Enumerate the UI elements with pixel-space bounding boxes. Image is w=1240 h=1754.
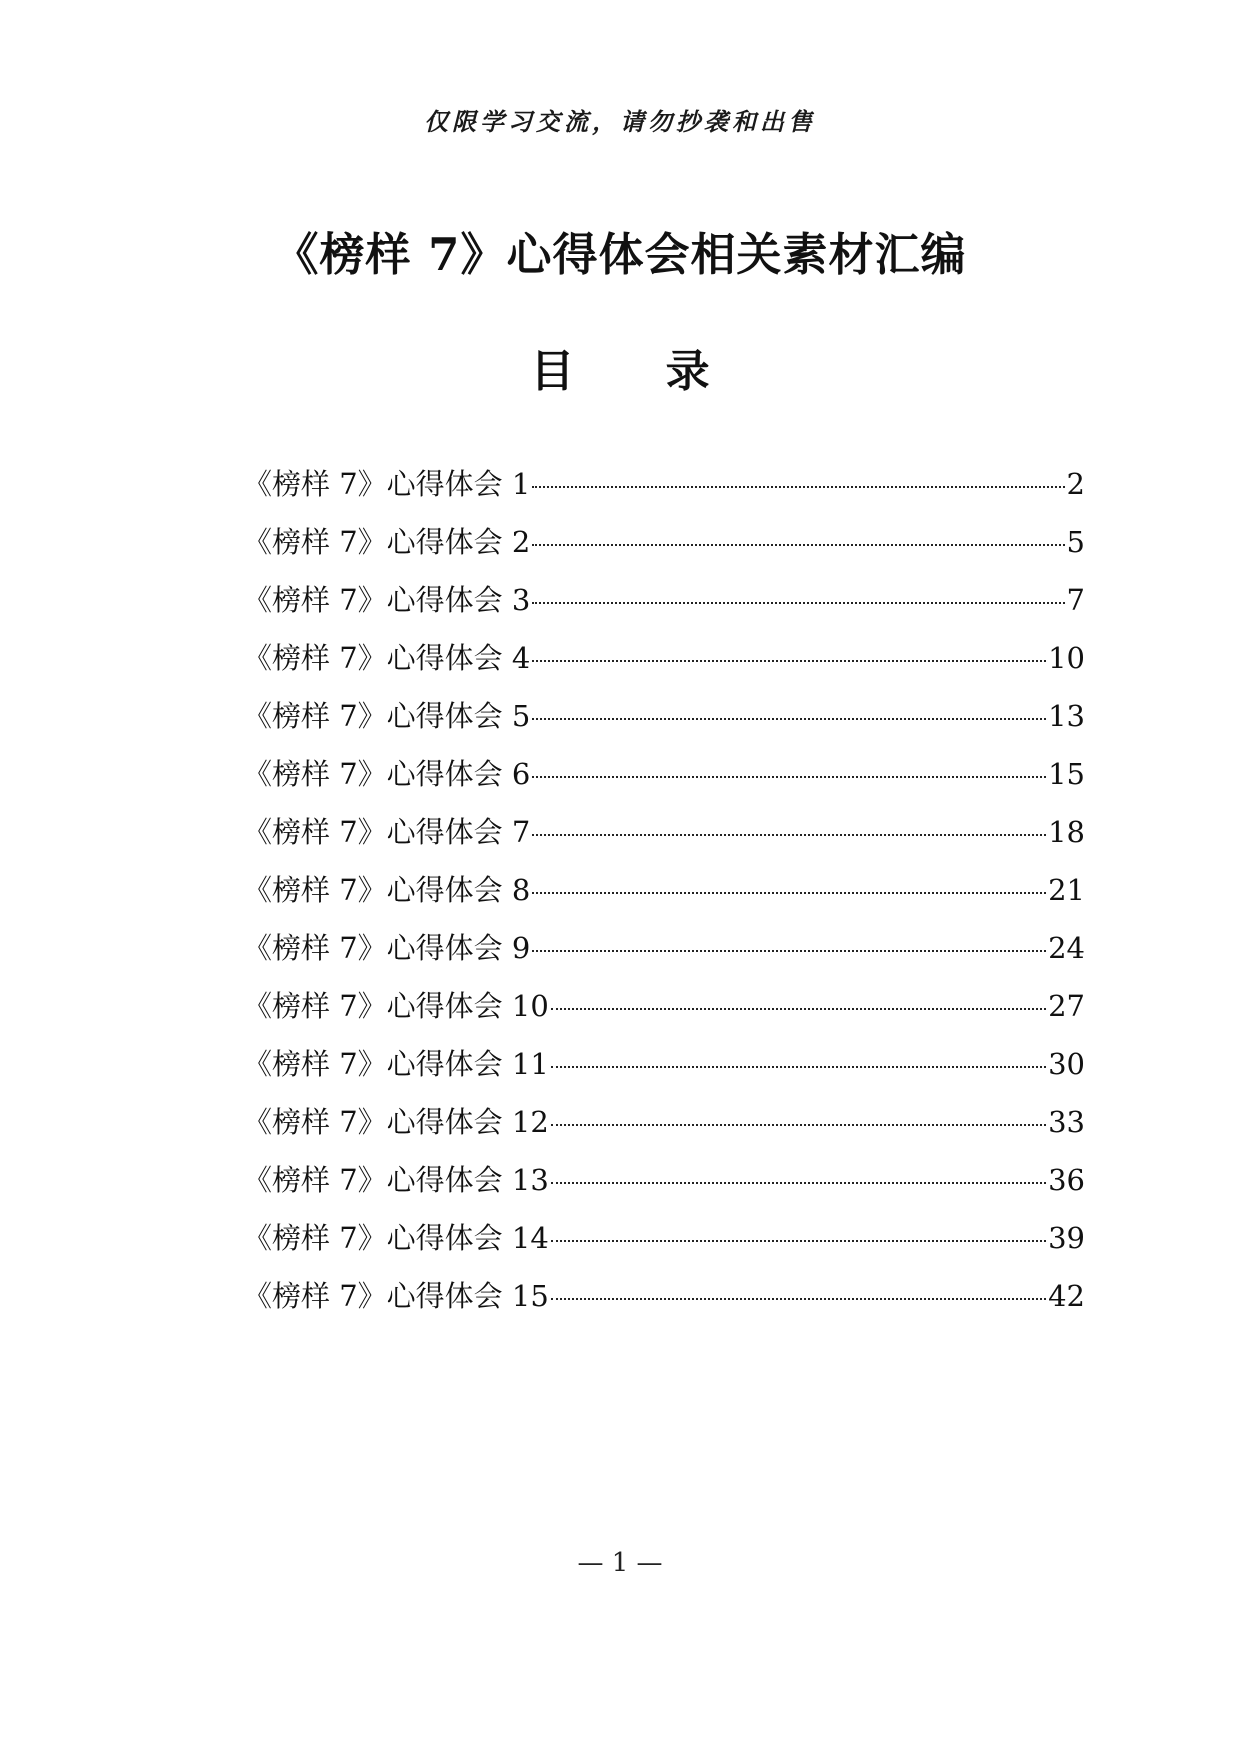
toc-dot-leader bbox=[551, 1124, 1046, 1126]
toc-entry-page: 5 bbox=[1066, 525, 1085, 559]
toc-entry-page: 39 bbox=[1048, 1221, 1085, 1255]
toc-entry-page: 7 bbox=[1066, 583, 1085, 617]
toc-entry[interactable] bbox=[243, 694, 1085, 752]
toc-entry-label: 《榜样 7》心得体会 12 bbox=[243, 1105, 549, 1139]
toc-entry-page: 27 bbox=[1048, 989, 1085, 1023]
toc-entry-page: 2 bbox=[1066, 467, 1085, 501]
toc-entry[interactable] bbox=[243, 1158, 1085, 1216]
toc-dot-leader bbox=[551, 1240, 1046, 1242]
header-notice: 仅限学习交流，请勿抄袭和出售 bbox=[424, 107, 816, 136]
toc-entry-page: 15 bbox=[1048, 757, 1085, 791]
document-title: 《榜样 7》心得体会相关素材汇编 bbox=[273, 228, 967, 281]
toc-entry[interactable] bbox=[243, 520, 1085, 578]
toc-entry-label: 《榜样 7》心得体会 14 bbox=[243, 1221, 549, 1255]
toc-entry[interactable] bbox=[243, 868, 1085, 926]
toc-dot-leader bbox=[532, 660, 1046, 662]
toc-entry-label: 《榜样 7》心得体会 5 bbox=[243, 699, 531, 733]
toc-entry-page: 33 bbox=[1048, 1105, 1085, 1139]
toc-entry[interactable] bbox=[243, 1274, 1085, 1332]
toc-entry[interactable] bbox=[243, 984, 1085, 1042]
toc-entry-label: 《榜样 7》心得体会 9 bbox=[243, 931, 531, 965]
toc-entry[interactable] bbox=[243, 462, 1085, 520]
toc-entry-label: 《榜样 7》心得体会 2 bbox=[243, 525, 531, 559]
toc-entry-page: 42 bbox=[1048, 1279, 1085, 1313]
toc-entry-label: 《榜样 7》心得体会 4 bbox=[243, 641, 531, 675]
toc-entry-page: 24 bbox=[1048, 931, 1085, 965]
toc-entry-page: 13 bbox=[1048, 699, 1085, 733]
toc-entry-page: 21 bbox=[1048, 873, 1085, 907]
toc-entry[interactable] bbox=[243, 752, 1085, 810]
toc-entry-page: 36 bbox=[1048, 1163, 1085, 1197]
table-of-contents bbox=[243, 462, 1085, 1332]
toc-heading: 目 录 bbox=[530, 346, 748, 397]
toc-entry-label: 《榜样 7》心得体会 8 bbox=[243, 873, 531, 907]
toc-entry-label: 《榜样 7》心得体会 1 bbox=[243, 467, 531, 501]
toc-entry[interactable] bbox=[243, 1042, 1085, 1100]
toc-entry[interactable] bbox=[243, 926, 1085, 984]
toc-dot-leader bbox=[551, 1298, 1046, 1300]
toc-entry-page: 18 bbox=[1048, 815, 1085, 849]
toc-entry-label: 《榜样 7》心得体会 11 bbox=[243, 1047, 549, 1081]
toc-dot-leader bbox=[551, 1182, 1046, 1184]
toc-entry-label: 《榜样 7》心得体会 7 bbox=[243, 815, 531, 849]
toc-dot-leader bbox=[532, 718, 1046, 720]
toc-entry-page: 10 bbox=[1048, 641, 1085, 675]
toc-dot-leader bbox=[551, 1008, 1046, 1010]
toc-dot-leader bbox=[532, 892, 1046, 894]
toc-dot-leader bbox=[551, 1066, 1046, 1068]
toc-entry-label: 《榜样 7》心得体会 13 bbox=[243, 1163, 549, 1197]
toc-dot-leader bbox=[532, 486, 1064, 488]
toc-entry[interactable] bbox=[243, 1100, 1085, 1158]
toc-entry[interactable] bbox=[243, 810, 1085, 868]
toc-entry-label: 《榜样 7》心得体会 6 bbox=[243, 757, 531, 791]
toc-dot-leader bbox=[532, 602, 1064, 604]
toc-entry[interactable] bbox=[243, 1216, 1085, 1274]
toc-dot-leader bbox=[532, 834, 1046, 836]
toc-entry-label: 《榜样 7》心得体会 3 bbox=[243, 583, 531, 617]
toc-entry-page: 30 bbox=[1048, 1047, 1085, 1081]
toc-dot-leader bbox=[532, 950, 1046, 952]
toc-dot-leader bbox=[532, 776, 1046, 778]
toc-entry[interactable] bbox=[243, 636, 1085, 694]
page-number: — 1 — bbox=[577, 1548, 663, 1578]
toc-entry-label: 《榜样 7》心得体会 15 bbox=[243, 1279, 549, 1313]
toc-dot-leader bbox=[532, 544, 1064, 546]
toc-entry[interactable] bbox=[243, 578, 1085, 636]
toc-entry-label: 《榜样 7》心得体会 10 bbox=[243, 989, 549, 1023]
